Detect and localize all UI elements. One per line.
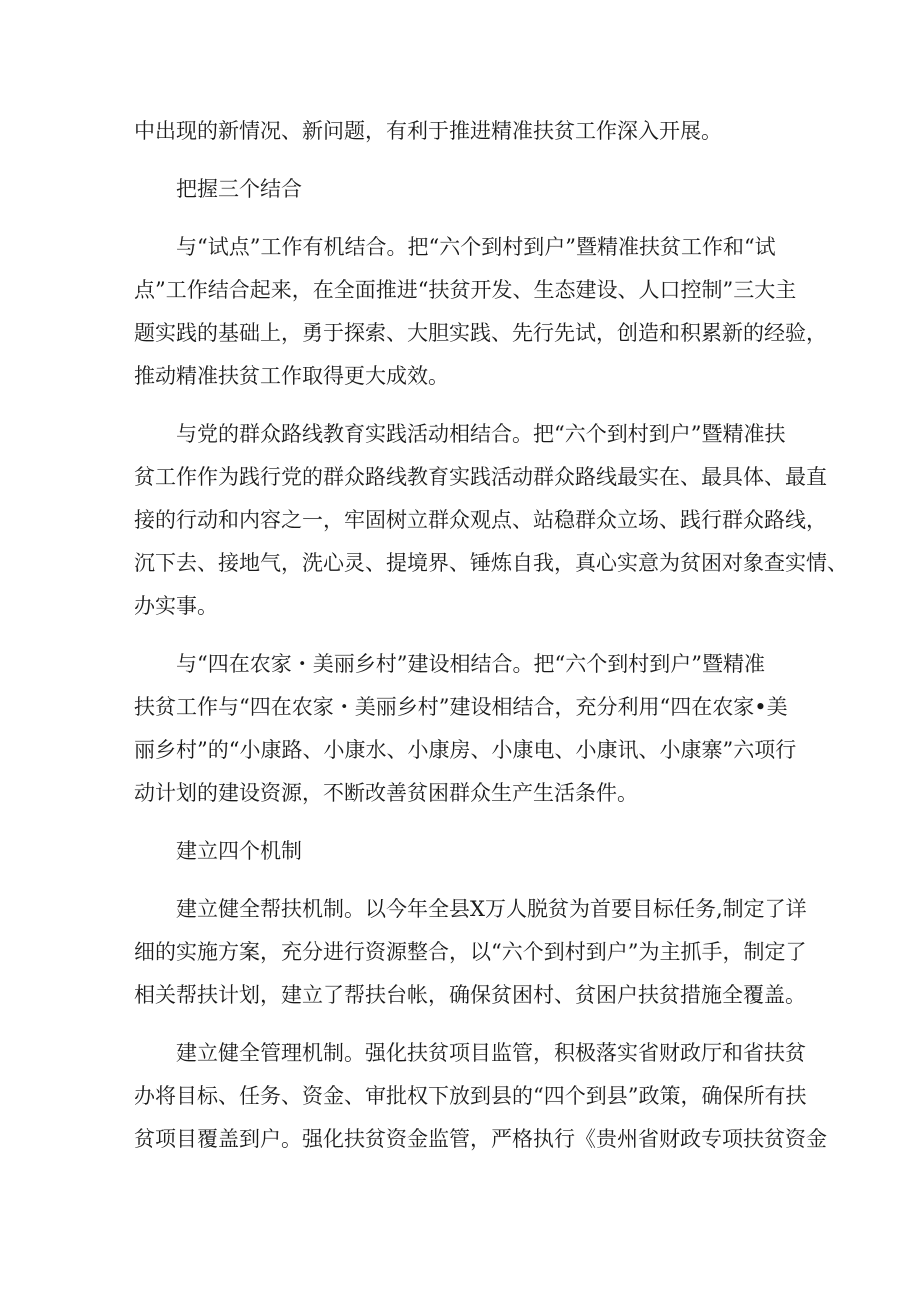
paragraph-management [134, 1032, 827, 1161]
text-line: 建立四个机制 [176, 839, 302, 863]
text-line: 沉下去、接地气，洗心灵、提境界、锤炼自我，真心实意为贫困对象查实情、 [134, 551, 848, 575]
text-line: 动计划的建设资源，不断改善贫困群众生产生活条件。 [134, 781, 638, 805]
text-line: 扶贫工作与“四在农家・美丽乡村”建设相结合，充分利用“四在农家•美 [134, 695, 788, 719]
paragraph-heading-three [134, 168, 794, 211]
paragraph-pilot [134, 226, 827, 398]
paragraph-heading-four [134, 830, 794, 873]
text-line: 把握三个结合 [176, 177, 302, 201]
document-body [134, 110, 848, 1176]
text-line: 与“试点”工作有机结合。把“六个到村到户”暨精准扶贫工作和“试 [176, 235, 776, 259]
text-line: 与党的群众路线教育实践活动相结合。把“六个到村到户”暨精准扶 [176, 422, 786, 446]
text-line: 建立健全帮扶机制。以今年全县X万人脱贫为首要目标任务,制定了详 [176, 897, 807, 921]
paragraph-mass-line [134, 413, 848, 628]
text-line: 建立健全管理机制。强化扶贫项目监管，积极落实省财政厅和省扶贫 [176, 1041, 806, 1065]
text-line: 接的行动和内容之一，牢固树立群众观点、站稳群众立场、践行群众路线， [134, 508, 827, 532]
paragraph-intro-tail [134, 110, 794, 153]
paragraph-help-mechanism [134, 888, 807, 1017]
text-line: 与“四在农家・美丽乡村”建设相结合。把“六个到村到户”暨精准 [176, 652, 765, 676]
text-line: 点”工作结合起来，在全面推进“扶贫开发、生态建设、人口控制”三大主 [134, 278, 797, 302]
text-line: 细的实施方案，充分进行资源整合，以“六个到村到户”为主抓手，制定了 [134, 940, 807, 964]
text-line: 相关帮扶计划，建立了帮扶台帐，确保贫困村、贫困户扶贫措施全覆盖。 [134, 983, 806, 1007]
text-line: 丽乡村”的“小康路、小康水、小康房、小康电、小康讯、小康寨”六项行 [134, 738, 797, 762]
text-line: 中出现的新情况、新问题，有利于推进精准扶贫工作深入开展。 [134, 119, 722, 143]
text-line: 推动精准扶贫工作取得更大成效。 [134, 364, 449, 388]
text-line: 办将目标、任务、资金、审批权下放到县的“四个到县”政策，确保所有扶 [134, 1084, 807, 1108]
text-line: 办实事。 [134, 594, 218, 618]
paragraph-four-in [134, 643, 797, 815]
text-line: 贫工作作为践行党的群众路线教育实践活动群众路线最实在、最具体、最直 [134, 465, 827, 489]
text-line: 贫项目覆盖到户。强化扶贫资金监管，严格执行《贵州省财政专项扶贫资金 [134, 1127, 827, 1151]
text-line: 题实践的基础上，勇于探索、大胆实践、先行先试，创造和积累新的经验， [134, 321, 827, 345]
